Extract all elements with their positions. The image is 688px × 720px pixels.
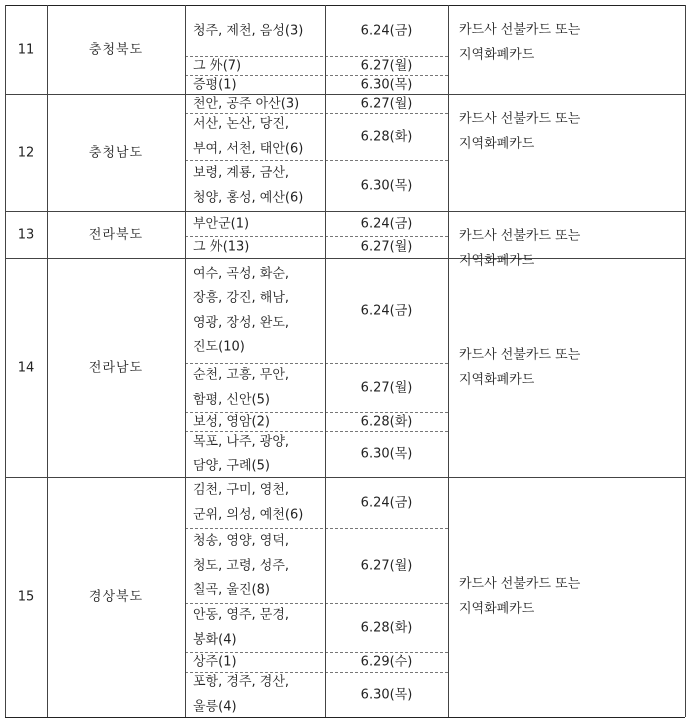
subrow-border [185,363,448,364]
distribution-date: 6.29(수) [360,654,413,670]
province-name: 경상북도 [88,589,144,605]
column-border [685,5,686,717]
distribution-date: 6.30(목) [360,687,413,702]
row-border [5,717,685,718]
province-name: 충청남도 [88,145,144,160]
region-list: 순천, 고흥, 무안, [193,367,290,383]
row-number: 11 [17,42,35,57]
distribution-date: 6.27(월) [360,558,413,573]
region-list: 김천, 구미, 영천, [193,482,290,498]
region-list: 천안, 공주 아산(3) [193,96,300,111]
payment-method: 카드사 선불카드 또는 [459,22,581,38]
payment-method: 지역화폐카드 [459,136,535,152]
distribution-date: 6.24(금) [360,23,413,38]
region-list: 봉화(4) [193,632,237,648]
region-list: 서산, 논산, 당진, [193,116,290,132]
distribution-date: 6.28(화) [360,620,413,635]
payment-method: 지역화폐카드 [459,253,535,269]
column-border [5,5,6,717]
payment-method: 지역화폐카드 [459,372,535,387]
subrow-border [185,431,448,432]
payment-method: 지역화폐카드 [459,47,535,63]
region-list: 목포, 나주, 광양, [193,434,290,450]
region-list: 담양, 구례(5) [193,458,270,474]
region-list: 안동, 영주, 문경, [193,607,290,623]
column-border [47,5,48,717]
region-list: 보성, 영암(2) [193,414,270,429]
distribution-date: 6.28(화) [360,414,413,429]
region-list: 함평, 신안(5) [193,392,270,408]
region-list: 부안군(1) [193,216,250,231]
distribution-date: 6.24(금) [360,216,413,231]
distribution-date: 6.27(월) [360,58,413,73]
distribution-date: 6.27(월) [360,239,413,255]
payment-method: 카드사 선불카드 또는 [459,111,581,127]
row-number: 15 [17,589,35,605]
region-list: 청도, 고령, 성주, [193,558,290,573]
payment-method: 카드사 선불카드 또는 [459,347,581,362]
province-name: 충청북도 [88,42,144,57]
distribution-date: 6.24(금) [360,495,413,510]
province-name: 전라남도 [88,360,144,375]
region-list: 보령, 계룡, 금산, [193,165,290,181]
distribution-date: 6.30(목) [360,446,413,462]
region-list: 부여, 서천, 태안(6) [193,141,304,157]
region-list: 포항, 경주, 경산, [193,674,290,690]
distribution-date: 6.30(목) [360,178,413,193]
region-list: 진도(10) [193,339,245,355]
column-border [185,5,186,717]
region-list: 청양, 홍성, 예산(6) [193,190,304,206]
row-number: 13 [17,227,35,242]
subrow-border [185,603,448,604]
distribution-date: 6.30(목) [360,77,413,92]
row-border [5,258,685,259]
region-list: 장흥, 강진, 해남, [193,290,290,306]
subrow-border [185,160,448,161]
row-number: 12 [17,145,35,160]
region-list: 상주(1) [193,654,237,670]
column-border [448,5,449,717]
region-list: 그 外(13) [193,239,250,255]
region-list: 영광, 장성, 완도, [193,315,290,331]
region-list: 군위, 의성, 예천(6) [193,507,304,523]
row-border [5,94,685,95]
row-border [5,211,685,212]
region-list: 여수, 곡성, 화순, [193,266,290,282]
subrow-border [185,528,448,529]
subrow-border [185,113,448,114]
subrow-border [185,236,448,237]
row-border [5,477,685,478]
region-list: 칠곡, 울진(8) [193,582,270,598]
region-list: 증평(1) [193,77,237,92]
distribution-date: 6.27(월) [360,96,413,111]
distribution-date: 6.28(화) [360,129,413,144]
payment-method: 카드사 선불카드 또는 [459,576,581,592]
region-list: 울릉(4) [193,699,237,715]
distribution-date: 6.27(월) [360,380,413,395]
province-name: 전라북도 [88,227,144,242]
row-border [5,5,685,6]
distribution-date: 6.24(금) [360,303,413,318]
region-list: 그 外(7) [193,58,242,73]
row-number: 14 [17,360,35,375]
region-list: 청주, 제천, 음성(3) [193,23,304,38]
column-border [325,5,326,717]
payment-method: 카드사 선불카드 또는 [459,228,581,244]
region-list: 청송, 영양, 영덕, [193,533,290,549]
payment-method: 지역화폐카드 [459,601,535,617]
